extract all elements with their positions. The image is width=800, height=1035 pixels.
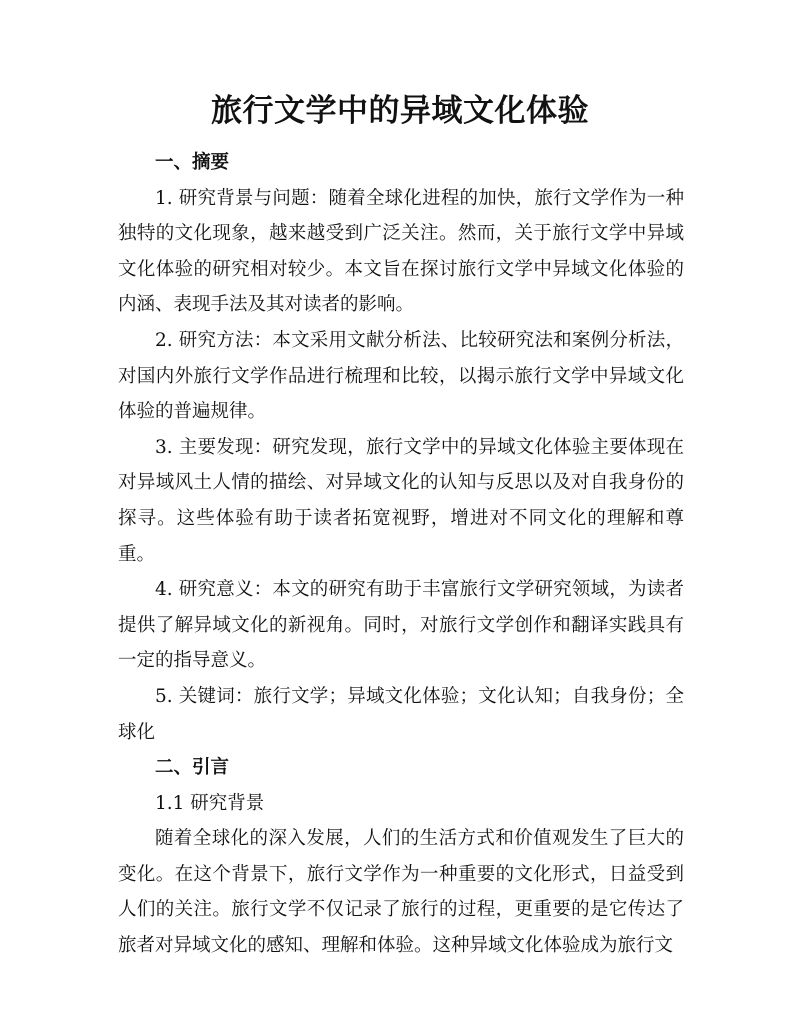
abstract-paragraph-2: 2. 研究方法：本文采用文献分析法、比较研究法和案例分析法，对国内外旅行文学作品进行梳理和比较，以揭示旅行文学中异域文化体验的普遍规律。: [118, 329, 684, 423]
subsection-heading-background: 1.1 研究背景: [155, 792, 265, 814]
abstract-paragraph-5: 5. 关键词：旅行文学；异域文化体验；文化认知；自我身份；全球化: [118, 685, 684, 743]
section-heading-introduction: 二、引言: [155, 757, 230, 779]
section-heading-abstract: 一、摘要: [155, 152, 230, 173]
introduction-paragraph-1: 随着全球化的深入发展，人们的生活方式和价值观发生了巨大的变化。在这个背景下，旅行文学作为一种重要的文化形式，日益受到人们的关注。旅行文学不仅记录了旅行的过程，更重要的是它传达了旅者对异域文化的感知、理解和体验。这种异域文化体验成为旅行文: [118, 828, 684, 957]
document-body: [118, 145, 684, 964]
abstract-paragraph-3: 3. 主要发现：研究发现，旅行文学中的异域文化体验主要体现在对异域风土人情的描绘、对异域文化的认知与反思以及对自我身份的探寻。这些体验有助于读者拓宽视野，增进对不同文化的理解和尊重。: [118, 436, 684, 565]
abstract-paragraph-4: 4. 研究意义：本文的研究有助于丰富旅行文学研究领域，为读者提供了解异域文化的新视角。同时，对旅行文学创作和翻译实践具有一定的指导意义。: [118, 579, 684, 672]
document-title: 旅行文学中的异域文化体验: [211, 93, 589, 129]
abstract-paragraph-1: 1. 研究背景与问题：随着全球化进程的加快，旅行文学作为一种独特的文化现象，越来越受到广泛关注。然而，关于旅行文学中异域文化体验的研究相对较少。本文旨在探讨旅行文学中异域文化体验的内涵、表现手法及其对读者的影响。: [118, 187, 684, 316]
